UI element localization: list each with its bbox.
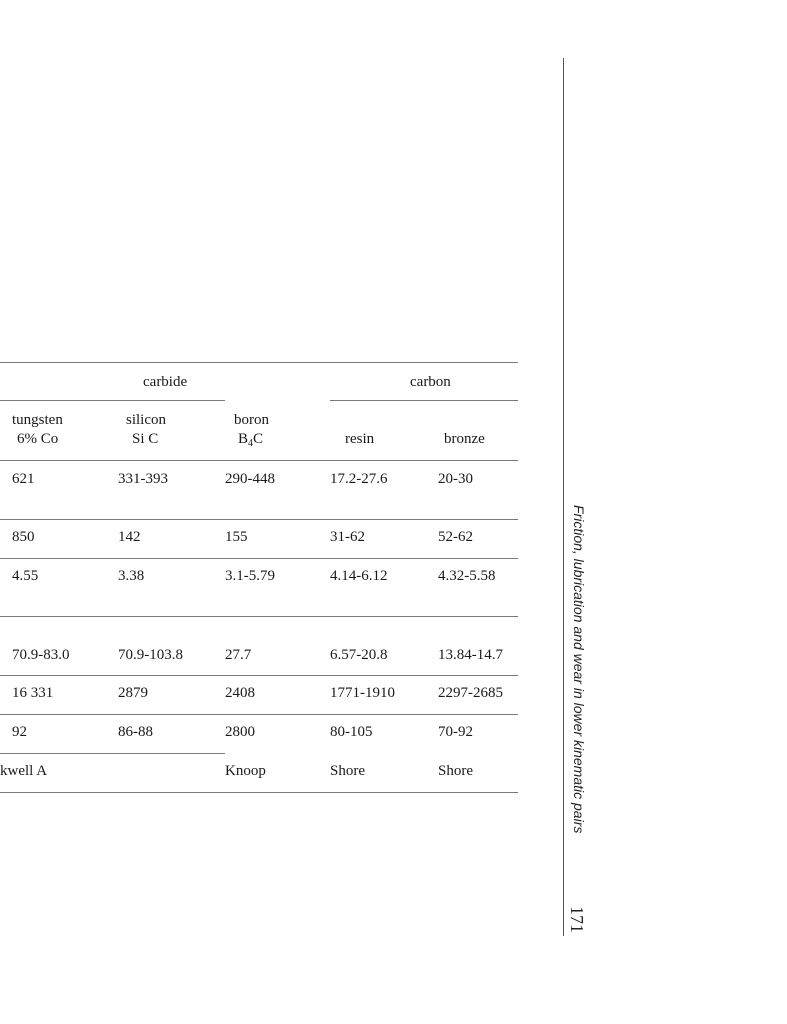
page-number: 171: [567, 906, 587, 933]
table-cell: 142: [118, 529, 141, 545]
table-cell: 155: [225, 529, 248, 545]
table-cell: 2408: [225, 685, 255, 701]
col-header-tungsten-line2: 6% Co: [17, 431, 59, 447]
table-cell: 331-393: [118, 471, 168, 487]
table-cell: kwell A: [0, 763, 48, 779]
col-header-tungsten-line1: tungsten: [12, 412, 63, 428]
table-cell: 4.55: [12, 568, 39, 584]
table-cell: 80-105: [330, 724, 373, 740]
margin-rule: [563, 58, 564, 936]
row-rule-6: [0, 753, 225, 754]
col-header-bronze: bronze: [444, 431, 485, 447]
row-rule-2: [0, 558, 518, 559]
row-rule-3: [0, 616, 518, 617]
table-cell: 2297-2685: [438, 685, 503, 701]
table-cell: 6.57-20.8: [330, 647, 388, 663]
table-cell: 4.14-6.12: [330, 568, 388, 584]
col-header-silicon-line2: Si C: [132, 431, 159, 447]
table-cell: 3.1-5.79: [225, 568, 275, 584]
table-cell: 52-62: [438, 529, 473, 545]
table-cell: 86-88: [118, 724, 153, 740]
table-cell: 2879: [118, 685, 148, 701]
table-cell: Shore: [330, 763, 365, 779]
table-cell: 92: [12, 724, 27, 740]
table-cell: 1771-1910: [330, 685, 395, 701]
carbide-group-rule: [0, 400, 225, 401]
table-cell: 621: [12, 471, 35, 487]
table-cell: 70.9-103.8: [118, 647, 183, 663]
col-header-resin: resin: [345, 431, 375, 447]
table-cell: Shore: [438, 763, 473, 779]
table-cell: 31-62: [330, 529, 365, 545]
table-cell: 16 331: [12, 685, 54, 701]
table-cell: 17.2-27.6: [330, 471, 388, 487]
carbon-group-rule: [330, 400, 518, 401]
table-cell: 13.84-14.7: [438, 647, 503, 663]
carbon-group-header: carbon: [410, 374, 451, 390]
table-cell: 4.32-5.58: [438, 568, 496, 584]
row-rule-5: [0, 714, 518, 715]
table-cell: 850: [12, 529, 35, 545]
header-rule: [0, 460, 518, 461]
row-rule-4: [0, 675, 518, 676]
table-cell: 70.9-83.0: [12, 647, 70, 663]
table-cell: 290-448: [225, 471, 275, 487]
table-cell: 2800: [225, 724, 255, 740]
running-head: Friction, lubrication and wear in lower kinematic pairs: [571, 505, 587, 834]
table-rule-bottom: [0, 792, 518, 793]
table-cell: Knoop: [225, 763, 266, 779]
table-cell: 20-30: [438, 471, 473, 487]
carbide-group-header: carbide: [143, 374, 188, 390]
row-rule-1: [0, 519, 518, 520]
col-header-silicon-line1: silicon: [126, 412, 166, 428]
table-cell: 3.38: [118, 568, 145, 584]
col-header-boron-line1: boron: [234, 412, 269, 428]
table-cell: 27.7: [225, 647, 252, 663]
col-header-boron-line2: $B_4C$: [238, 431, 264, 449]
table-cell: 70-92: [438, 724, 473, 740]
table-rule-top: [0, 362, 518, 363]
